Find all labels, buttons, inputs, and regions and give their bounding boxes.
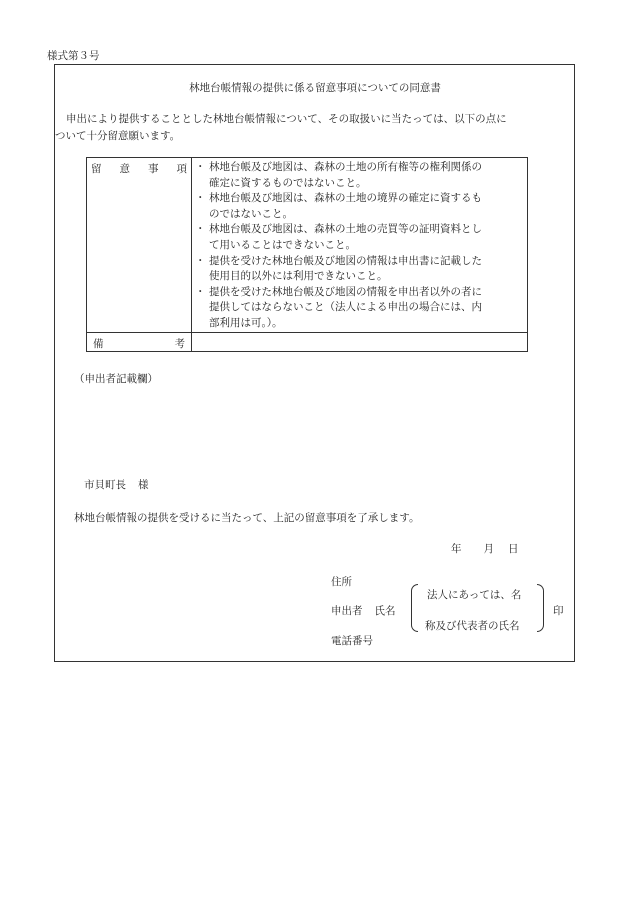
notice-table (86, 157, 528, 352)
notice-item: ・ 林地台帳及び地図は、森林の土地の境界の確定に資するも のではないこと。 (198, 191, 523, 222)
notice-item: ・ 提供を受けた林地台帳及び地図の情報を申出者以外の者に 提供してはならないこと（法人による申出の場合には、内 部利用は可。）。 (198, 285, 523, 332)
notice-item: ・ 提供を受けた林地台帳及び地図の情報は申出書に記載した 使用目的以外には利用できないこと。 (198, 254, 523, 285)
addressee-name: 市貝町長 (84, 479, 126, 491)
corporate-note-line-2: 称及び代表者の氏名 (425, 620, 520, 632)
table-column-divider (191, 158, 192, 351)
notice-items-label (91, 161, 187, 176)
addressee (84, 477, 149, 492)
table-row-divider (87, 332, 527, 333)
intro-line-2: ついて十分留意願います。 (55, 130, 181, 142)
label-char: 備 (93, 338, 104, 350)
notice-item: ・ 林地台帳及び地図は、森林の土地の売買等の証明資料とし て用いることはできないこと。 (198, 222, 523, 253)
intro-line-1: 申出により提供することとした林地台帳情報について、その取扱いに当たっては、以下の点に (66, 113, 507, 125)
seal-mark: 印 (553, 605, 564, 617)
notice-list (198, 160, 523, 332)
applicant-label: 申出者 (331, 605, 363, 617)
date-day-label: 日 (508, 543, 519, 555)
label-char: 留 (91, 163, 102, 175)
applicant-name-row (331, 603, 396, 618)
remarks-label (93, 336, 185, 351)
date-year-label: 年 (451, 543, 462, 555)
label-char: 意 (119, 163, 130, 175)
name-label: 氏名 (374, 605, 396, 617)
corporate-note (411, 584, 544, 634)
date-row (451, 541, 519, 556)
phone-label: 電話番号 (331, 635, 373, 647)
document-title: 林地台帳情報の提供に係る留意事項についての同意書 (189, 82, 441, 94)
label-char: 考 (174, 338, 185, 350)
label-char: 項 (176, 163, 187, 175)
document-frame (54, 64, 575, 662)
date-month-label: 月 (483, 543, 494, 555)
label-char: 事 (148, 163, 159, 175)
applicant-section-label: （申出者記載欄） (74, 373, 158, 385)
right-bracket (537, 584, 544, 632)
left-bracket (411, 584, 418, 632)
consent-statement: 林地台帳情報の提供を受けるに当たって、上記の留意事項を了承します。 (74, 512, 420, 524)
notice-item: ・ 林地台帳及び地図は、森林の土地の所有権等の権利関係の 確定に資するものではないこと。 (198, 160, 523, 191)
intro-paragraph (55, 111, 567, 145)
address-label: 住所 (331, 576, 352, 588)
corporate-note-line-1: 法人にあっては、名 (427, 589, 522, 601)
addressee-honorific: 様 (138, 479, 149, 491)
form-number: 様式第３号 (47, 50, 100, 62)
